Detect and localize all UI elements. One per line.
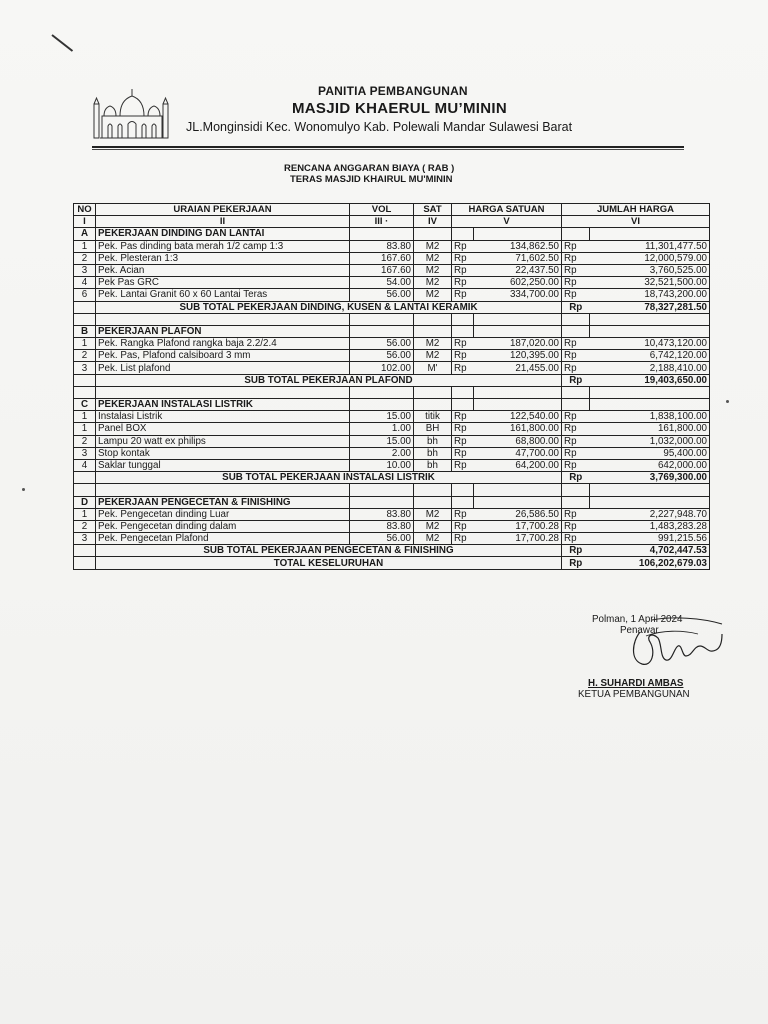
subtotal-currency: Rp xyxy=(562,374,590,386)
empty-cell xyxy=(562,496,590,508)
row-total-currency: Rp xyxy=(562,338,590,350)
row-total: 18,743,200.00 xyxy=(590,289,710,301)
row-number: 1 xyxy=(74,240,96,252)
col-num-harga: V xyxy=(452,216,562,228)
row-total: 11,301,477.50 xyxy=(590,240,710,252)
row-unit-price: 71,602.50 xyxy=(474,252,562,264)
row-total-currency: Rp xyxy=(562,350,590,362)
speck xyxy=(726,400,729,403)
row-description: Lampu 20 watt ex philips xyxy=(96,435,350,447)
table-row xyxy=(74,459,710,471)
empty-cell xyxy=(452,496,474,508)
row-total-currency: Rp xyxy=(562,520,590,532)
empty-cell xyxy=(74,545,96,557)
row-description: Pek Pas GRC xyxy=(96,277,350,289)
row-unit: M2 xyxy=(414,350,452,362)
table-row xyxy=(74,350,710,362)
table-row xyxy=(74,520,710,532)
spacer-row xyxy=(74,484,710,496)
row-currency: Rp xyxy=(452,252,474,264)
row-unit: M2 xyxy=(414,252,452,264)
row-number: 1 xyxy=(74,338,96,350)
subtotal-currency: Rp xyxy=(562,301,590,313)
row-number: 1 xyxy=(74,411,96,423)
row-unit: bh xyxy=(414,459,452,471)
empty-cell xyxy=(350,496,414,508)
spacer-row xyxy=(74,386,710,398)
row-number: 2 xyxy=(74,520,96,532)
subtotal-label: SUB TOTAL PEKERJAAN PLAFOND xyxy=(96,374,562,386)
empty-cell xyxy=(414,228,452,240)
row-unit: titik xyxy=(414,411,452,423)
section-header-row xyxy=(74,496,710,508)
row-description: Panel BOX xyxy=(96,423,350,435)
row-total: 12,000,579.00 xyxy=(590,252,710,264)
row-volume: 56.00 xyxy=(350,289,414,301)
row-number: 1 xyxy=(74,508,96,520)
empty-cell xyxy=(562,386,590,398)
table-row xyxy=(74,277,710,289)
row-number: 2 xyxy=(74,350,96,362)
empty-cell xyxy=(452,325,474,337)
subtotal-label: SUB TOTAL PEKERJAAN INSTALASI LISTRIK xyxy=(96,472,562,484)
row-currency: Rp xyxy=(452,240,474,252)
empty-cell xyxy=(414,325,452,337)
empty-cell xyxy=(474,325,562,337)
row-unit: M2 xyxy=(414,338,452,350)
row-unit-price: 47,700.00 xyxy=(474,447,562,459)
section-header-row xyxy=(74,228,710,240)
row-number: 6 xyxy=(74,289,96,301)
empty-cell xyxy=(590,228,710,240)
section-header-row xyxy=(74,325,710,337)
row-total: 1,483,283.28 xyxy=(590,520,710,532)
document-title: RENCANA ANGGARAN BIAYA ( RAB ) xyxy=(284,163,455,174)
row-unit-price: 334,700.00 xyxy=(474,289,562,301)
row-total: 3,760,525.00 xyxy=(590,264,710,276)
row-description: Stop kontak xyxy=(96,447,350,459)
table-row xyxy=(74,447,710,459)
row-total: 1,032,000.00 xyxy=(590,435,710,447)
row-unit: M2 xyxy=(414,240,452,252)
row-currency: Rp xyxy=(452,411,474,423)
row-total: 6,742,120.00 xyxy=(590,350,710,362)
row-unit-price: 17,700.28 xyxy=(474,533,562,545)
empty-cell xyxy=(590,484,710,496)
signature-place-date: Polman, 1 April 2024 xyxy=(592,614,683,625)
subtotal-currency: Rp xyxy=(562,472,590,484)
row-description: Pek. Pengecetan Plafond xyxy=(96,533,350,545)
row-unit-price: 187,020.00 xyxy=(474,338,562,350)
header-divider-thin xyxy=(92,149,684,150)
row-currency: Rp xyxy=(452,289,474,301)
subtotal-label: SUB TOTAL PEKERJAAN PENGECETAN & FINISHING xyxy=(96,545,562,557)
empty-cell xyxy=(590,313,710,325)
row-unit: M2 xyxy=(414,277,452,289)
empty-cell xyxy=(452,484,474,496)
signature-role: Penawar xyxy=(620,625,659,636)
row-total: 1,838,100.00 xyxy=(590,411,710,423)
row-unit-price: 22,437.50 xyxy=(474,264,562,276)
grand-total-currency: Rp xyxy=(562,557,590,569)
empty-cell xyxy=(562,325,590,337)
row-description: Pek. Rangka Plafond rangka baja 2.2/2.4 xyxy=(96,338,350,350)
row-number: 3 xyxy=(74,362,96,374)
subtotal-value: 19,403,650.00 xyxy=(590,374,710,386)
row-currency: Rp xyxy=(452,435,474,447)
empty-cell xyxy=(452,313,474,325)
row-unit-price: 134,862.50 xyxy=(474,240,562,252)
row-number: 3 xyxy=(74,533,96,545)
empty-cell xyxy=(96,313,350,325)
row-volume: 83.80 xyxy=(350,520,414,532)
row-unit: M2 xyxy=(414,264,452,276)
row-number: 4 xyxy=(74,459,96,471)
table-row xyxy=(74,533,710,545)
subtotal-value: 3,769,300.00 xyxy=(590,472,710,484)
empty-cell xyxy=(590,496,710,508)
subtotal-value: 4,702,447.53 xyxy=(590,545,710,557)
row-volume: 54.00 xyxy=(350,277,414,289)
table-row xyxy=(74,338,710,350)
col-num-jumlah: VI xyxy=(562,216,710,228)
grand-total-label: TOTAL KESELURUHAN xyxy=(96,557,562,569)
empty-cell xyxy=(350,386,414,398)
row-total-currency: Rp xyxy=(562,252,590,264)
row-total-currency: Rp xyxy=(562,459,590,471)
row-unit: BH xyxy=(414,423,452,435)
row-unit: bh xyxy=(414,447,452,459)
row-number: 1 xyxy=(74,423,96,435)
section-title: PEKERJAAN PENGECETAN & FINISHING xyxy=(96,496,350,508)
committee-heading: PANITIA PEMBANGUNAN xyxy=(318,84,468,98)
row-total-currency: Rp xyxy=(562,447,590,459)
row-total-currency: Rp xyxy=(562,533,590,545)
row-unit: M2 xyxy=(414,508,452,520)
table-row xyxy=(74,264,710,276)
row-currency: Rp xyxy=(452,277,474,289)
row-currency: Rp xyxy=(452,533,474,545)
table-row xyxy=(74,435,710,447)
row-description: Saklar tunggal xyxy=(96,459,350,471)
empty-cell xyxy=(414,399,452,411)
row-total-currency: Rp xyxy=(562,277,590,289)
row-volume: 167.60 xyxy=(350,252,414,264)
subtotal-row xyxy=(74,301,710,313)
table-header-row xyxy=(74,204,710,216)
row-total: 2,227,948.70 xyxy=(590,508,710,520)
row-currency: Rp xyxy=(452,459,474,471)
row-description: Instalasi Listrik xyxy=(96,411,350,423)
empty-cell xyxy=(590,399,710,411)
row-volume: 10.00 xyxy=(350,459,414,471)
row-unit-price: 122,540.00 xyxy=(474,411,562,423)
empty-cell xyxy=(474,313,562,325)
row-total-currency: Rp xyxy=(562,289,590,301)
row-description: Pek. Plesteran 1:3 xyxy=(96,252,350,264)
empty-cell xyxy=(74,313,96,325)
row-total-currency: Rp xyxy=(562,411,590,423)
row-currency: Rp xyxy=(452,350,474,362)
table-row xyxy=(74,411,710,423)
section-title: PEKERJAAN INSTALASI LISTRIK xyxy=(96,399,350,411)
row-total: 95,400.00 xyxy=(590,447,710,459)
table-row xyxy=(74,423,710,435)
col-num-uraian: II xyxy=(96,216,350,228)
empty-cell xyxy=(350,399,414,411)
section-title: PEKERJAAN PLAFON xyxy=(96,325,350,337)
row-unit: M2 xyxy=(414,289,452,301)
signer-name: H. SUHARDI AMBAS xyxy=(588,678,684,689)
row-currency: Rp xyxy=(452,508,474,520)
empty-cell xyxy=(414,386,452,398)
signer-title: KETUA PEMBANGUNAN xyxy=(578,689,690,700)
empty-cell xyxy=(350,313,414,325)
empty-cell xyxy=(474,496,562,508)
row-description: Pek. Pas, Plafond calsiboard 3 mm xyxy=(96,350,350,362)
pen-mark xyxy=(51,34,73,52)
empty-cell xyxy=(96,386,350,398)
row-volume: 56.00 xyxy=(350,338,414,350)
col-header-jumlah: JUMLAH HARGA xyxy=(562,204,710,216)
row-volume: 2.00 xyxy=(350,447,414,459)
section-code: B xyxy=(74,325,96,337)
col-header-sat: SAT xyxy=(414,204,452,216)
empty-cell xyxy=(562,228,590,240)
row-currency: Rp xyxy=(452,264,474,276)
col-header-harga: HARGA SATUAN xyxy=(452,204,562,216)
row-total-currency: Rp xyxy=(562,423,590,435)
subtotal-row xyxy=(74,374,710,386)
grand-total-value: 106,202,679.03 xyxy=(590,557,710,569)
row-currency: Rp xyxy=(452,338,474,350)
row-currency: Rp xyxy=(452,447,474,459)
row-volume: 83.80 xyxy=(350,508,414,520)
table-header-numbering-row xyxy=(74,216,710,228)
table-row xyxy=(74,289,710,301)
row-unit-price: 17,700.28 xyxy=(474,520,562,532)
grand-total-row xyxy=(74,557,710,569)
col-num-no: I xyxy=(74,216,96,228)
empty-cell xyxy=(414,313,452,325)
subtotal-currency: Rp xyxy=(562,545,590,557)
empty-cell xyxy=(74,301,96,313)
empty-cell xyxy=(414,496,452,508)
row-unit: bh xyxy=(414,435,452,447)
header-divider xyxy=(92,146,684,148)
col-header-no: NO xyxy=(74,204,96,216)
row-description: Pek. Pengecetan dinding dalam xyxy=(96,520,350,532)
row-total: 991,215.56 xyxy=(590,533,710,545)
handwritten-signature xyxy=(622,612,726,682)
subtotal-label: SUB TOTAL PEKERJAAN DINDING, KUSEN & LANTAI KERAMIK xyxy=(96,301,562,313)
row-currency: Rp xyxy=(452,362,474,374)
row-total: 32,521,500.00 xyxy=(590,277,710,289)
section-header-row xyxy=(74,399,710,411)
row-volume: 83.80 xyxy=(350,240,414,252)
row-unit: M' xyxy=(414,362,452,374)
empty-cell xyxy=(452,228,474,240)
row-currency: Rp xyxy=(452,423,474,435)
empty-cell xyxy=(74,484,96,496)
address-line: JL.Monginsidi Kec. Wonomulyo Kab. Polewali Mandar Sulawesi Barat xyxy=(186,120,573,134)
section-code: A xyxy=(74,228,96,240)
table-row xyxy=(74,252,710,264)
subtotal-row xyxy=(74,472,710,484)
row-description: Pek. Acian xyxy=(96,264,350,276)
row-unit: M2 xyxy=(414,520,452,532)
row-unit: M2 xyxy=(414,533,452,545)
row-number: 4 xyxy=(74,277,96,289)
empty-cell xyxy=(350,484,414,496)
row-total-currency: Rp xyxy=(562,240,590,252)
row-unit-price: 68,800.00 xyxy=(474,435,562,447)
mosque-logo-icon xyxy=(92,86,170,140)
row-volume: 15.00 xyxy=(350,435,414,447)
col-header-uraian: URAIAN PEKERJAAN xyxy=(96,204,350,216)
empty-cell xyxy=(414,484,452,496)
row-unit-price: 120,395.00 xyxy=(474,350,562,362)
rab-table xyxy=(73,203,710,570)
empty-cell xyxy=(590,325,710,337)
row-unit-price: 161,800.00 xyxy=(474,423,562,435)
spacer-row xyxy=(74,313,710,325)
row-unit-price: 21,455.00 xyxy=(474,362,562,374)
row-unit-price: 602,250.00 xyxy=(474,277,562,289)
col-header-vol: VOL xyxy=(350,204,414,216)
empty-cell xyxy=(452,386,474,398)
col-num-vol: III · xyxy=(350,216,414,228)
row-unit-price: 26,586.50 xyxy=(474,508,562,520)
empty-cell xyxy=(74,557,96,569)
row-description: Pek. List plafond xyxy=(96,362,350,374)
row-currency: Rp xyxy=(452,520,474,532)
document-subtitle: TERAS MASJID KHAIRUL MU'MININ xyxy=(290,174,453,185)
row-description: Pek. Lantai Granit 60 x 60 Lantai Teras xyxy=(96,289,350,301)
empty-cell xyxy=(474,386,562,398)
row-description: Pek. Pengecetan dinding Luar xyxy=(96,508,350,520)
speck xyxy=(22,488,25,491)
empty-cell xyxy=(452,399,474,411)
row-total: 642,000.00 xyxy=(590,459,710,471)
row-number: 2 xyxy=(74,435,96,447)
row-number: 3 xyxy=(74,447,96,459)
row-total-currency: Rp xyxy=(562,362,590,374)
row-total: 2,188,410.00 xyxy=(590,362,710,374)
empty-cell xyxy=(74,472,96,484)
empty-cell xyxy=(562,313,590,325)
row-description: Pek. Pas dinding bata merah 1/2 camp 1:3 xyxy=(96,240,350,252)
row-total: 161,800.00 xyxy=(590,423,710,435)
table-row xyxy=(74,362,710,374)
empty-cell xyxy=(474,399,562,411)
section-code: D xyxy=(74,496,96,508)
row-volume: 56.00 xyxy=(350,350,414,362)
empty-cell xyxy=(474,228,562,240)
table-row xyxy=(74,508,710,520)
empty-cell xyxy=(562,399,590,411)
row-number: 2 xyxy=(74,252,96,264)
row-total-currency: Rp xyxy=(562,435,590,447)
row-volume: 56.00 xyxy=(350,533,414,545)
subtotal-value: 78,327,281.50 xyxy=(590,301,710,313)
section-code: C xyxy=(74,399,96,411)
empty-cell xyxy=(74,374,96,386)
row-volume: 167.60 xyxy=(350,264,414,276)
row-volume: 1.00 xyxy=(350,423,414,435)
row-number: 3 xyxy=(74,264,96,276)
table-row xyxy=(74,240,710,252)
row-total-currency: Rp xyxy=(562,508,590,520)
subtotal-row xyxy=(74,545,710,557)
empty-cell xyxy=(474,484,562,496)
row-unit-price: 64,200.00 xyxy=(474,459,562,471)
empty-cell xyxy=(562,484,590,496)
col-num-sat: IV xyxy=(414,216,452,228)
row-total: 10,473,120.00 xyxy=(590,338,710,350)
empty-cell xyxy=(74,386,96,398)
row-total-currency: Rp xyxy=(562,264,590,276)
row-volume: 102.00 xyxy=(350,362,414,374)
empty-cell xyxy=(96,484,350,496)
empty-cell xyxy=(350,325,414,337)
empty-cell xyxy=(350,228,414,240)
empty-cell xyxy=(590,386,710,398)
section-title: PEKERJAAN DINDING DAN LANTAI xyxy=(96,228,350,240)
row-volume: 15.00 xyxy=(350,411,414,423)
mosque-name-heading: MASJID KHAERUL MU’MININ xyxy=(292,100,507,117)
